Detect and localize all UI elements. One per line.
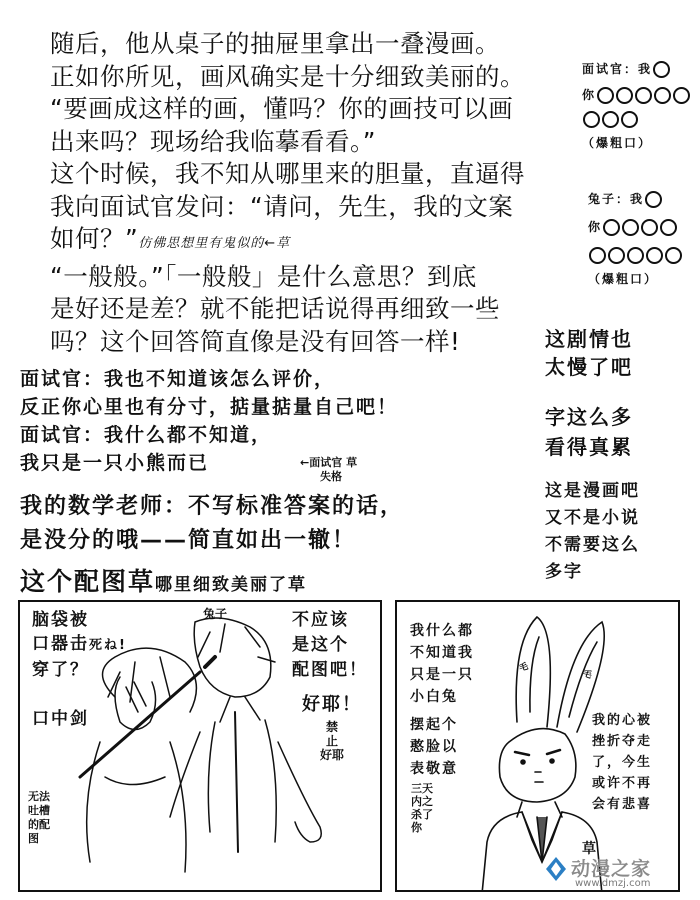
interviewer-curse-note	[582, 58, 694, 154]
circle-mark	[641, 219, 658, 236]
prose-line: 我向面试官发问：“请问，先生，我的文案	[50, 191, 514, 221]
caption-threat	[411, 782, 441, 834]
caption-no-comment	[28, 790, 56, 846]
caption-line: 我什么都	[410, 623, 474, 639]
caption-char: 杀	[411, 808, 422, 821]
caption-line: 了，今生	[592, 755, 653, 770]
comment-line: 这剧情也	[545, 327, 633, 351]
caption-line: 我的心被	[592, 713, 653, 728]
caption-char: 天	[422, 782, 433, 795]
caption-line: 不应该	[292, 610, 349, 630]
caption-line: 挫折夺走	[592, 734, 653, 749]
comment-line: 多字	[545, 562, 583, 582]
circle-mark	[627, 247, 644, 264]
note-text: ←面试官	[300, 456, 343, 469]
prose-block	[50, 28, 580, 358]
caption-cao: 草	[582, 841, 596, 857]
caption-line: 止	[326, 734, 339, 748]
prose-line: “一般般。”「一般般」是什么意思？到底	[50, 261, 477, 291]
caption-line: 穿了？	[32, 660, 89, 680]
comment-line: 字这么多	[545, 405, 633, 429]
watermark-brand: 动漫之家	[571, 858, 652, 880]
handwritten-note: 仿佛思想里有鬼似的←草	[138, 236, 291, 251]
caption-line: 摆起个	[410, 717, 458, 733]
comment-line: 这是漫画吧	[545, 481, 640, 501]
comic-panel-right	[395, 600, 680, 892]
diamond-logo-icon	[545, 856, 567, 882]
circle-mark	[621, 111, 638, 128]
prose-line: 吗？这个回答简直像是没有回答一样!	[50, 326, 461, 356]
caption-text: 口器击	[32, 634, 89, 654]
caption-char: 槽	[39, 804, 50, 817]
complaint-small: 哪里细致美丽了草	[155, 575, 308, 595]
caption-heart-taken	[592, 710, 652, 815]
caption-line: 只是一只	[410, 667, 474, 683]
caption-little-rabbit	[410, 620, 474, 708]
caption-char: 的	[28, 818, 39, 831]
circle-mark	[653, 61, 670, 78]
dialogue-line: 我的数学老师：不写标准答案的话，	[20, 494, 405, 519]
caption-char: 三	[411, 782, 422, 795]
caption-char: 你	[411, 821, 422, 834]
note-reaction: （爆粗口）	[588, 272, 659, 286]
note-reaction: （爆粗口）	[582, 136, 653, 150]
caption-line: 好耶	[320, 748, 345, 762]
rabbit-curse-note	[588, 188, 696, 290]
ear-mark-right: 毛	[581, 668, 593, 682]
circle-mark	[673, 87, 690, 104]
comment-not-a-novel	[545, 478, 640, 586]
caption-char: 无	[28, 790, 39, 803]
comment-line: 看得真累	[545, 435, 633, 459]
caption-char: 了	[422, 808, 433, 821]
circle-mark	[602, 111, 619, 128]
comment-line: 不需要这么	[545, 535, 640, 555]
caption-char: 吐	[28, 804, 39, 817]
prose-line: 出来吗？现场给我临摹看看。”	[50, 126, 376, 156]
caption-line: 禁	[326, 720, 339, 734]
comic-panel-left	[18, 600, 382, 892]
dialogue-line: 是没分的哦——简直如出一辙！	[20, 528, 357, 553]
caption-char: 图	[28, 832, 39, 845]
caption-char: 内	[411, 795, 422, 808]
caption-line: 配图吧！	[292, 660, 368, 680]
caption-no-haoye	[320, 720, 344, 762]
circle-mark	[660, 219, 677, 236]
note-label: 你	[588, 220, 603, 234]
caption-straight-face	[410, 714, 458, 780]
note-label: 你	[582, 88, 597, 102]
dialogue-text: 我只是一只小熊而已	[20, 452, 210, 474]
note-label: 面试官：我	[582, 62, 653, 76]
dialogue-line: 面试官：我也不知道该怎么评价，	[20, 368, 336, 390]
caption-char: 之	[422, 795, 433, 808]
art-complaint	[20, 562, 307, 598]
circle-mark	[646, 247, 663, 264]
dialogue-line: 面试官：我什么都不知道，	[20, 424, 273, 446]
circle-mark	[583, 111, 600, 128]
comment-slow-plot	[545, 325, 633, 381]
complaint-big: 这个配图草	[20, 567, 156, 596]
caption-char: 配	[39, 818, 50, 831]
circle-mark	[597, 87, 614, 104]
circle-mark	[589, 247, 606, 264]
demoted-note	[300, 456, 357, 484]
caption-head-pierced	[32, 608, 127, 682]
caption-line: 是这个	[292, 635, 349, 655]
caption-line: 不知道我	[410, 645, 474, 661]
watermark	[545, 854, 679, 892]
caption-text: 死ね!	[89, 638, 127, 653]
prose-line: “要画成这样的画，懂吗？你的画技可以画	[50, 94, 514, 123]
caption-char: 法	[39, 790, 50, 803]
note-label: 兔子：我	[588, 192, 645, 206]
note-text: 草	[346, 456, 358, 469]
prose-line: 正如你所见，画风确实是十分细致美丽的。	[50, 61, 525, 91]
caption-mouth-sword: 口中剑	[32, 709, 89, 729]
caption-line: 会有悲喜	[592, 797, 653, 812]
caption-line: 小白兔	[410, 689, 458, 705]
math-teacher-block	[20, 490, 404, 558]
prose-line: 随后，他从桌子的抽屉里拿出一叠漫画。	[50, 29, 500, 58]
dialogue-line: 反正你心里也有分寸，掂量掂量自己吧！	[20, 396, 399, 418]
comment-line: 又不是小说	[545, 508, 640, 528]
circle-mark	[603, 219, 620, 236]
caption-haoye: 好耶！	[302, 694, 362, 715]
caption-line: 脑袋被	[32, 610, 89, 630]
circle-mark	[616, 87, 633, 104]
caption-line: 憨脸以	[410, 739, 458, 755]
caption-line	[32, 632, 127, 658]
circle-mark	[665, 247, 682, 264]
circle-mark	[654, 87, 671, 104]
watermark-url: www.dmzj.com	[575, 878, 651, 889]
prose-line	[50, 223, 580, 261]
caption-line: 表敬意	[410, 761, 458, 777]
comment-too-many-words	[545, 402, 633, 462]
circle-mark	[635, 87, 652, 104]
circle-mark	[645, 191, 662, 208]
circle-mark	[608, 247, 625, 264]
prose-line: 这个时候，我不知从哪里来的胆量，直逼得	[50, 159, 525, 188]
circle-mark	[622, 219, 639, 236]
caption-line: 或许不再	[592, 776, 653, 791]
prose-line: 是好还是差？就不能把话说得再细致一些	[50, 294, 500, 323]
tag-rabbit: 兔子	[203, 607, 228, 621]
caption-wrong-image	[292, 608, 368, 683]
prose-text: 如何？”	[50, 224, 139, 253]
ear-mark-left: 毛	[518, 661, 530, 674]
comment-line: 太慢了吧	[545, 355, 633, 379]
note-text: 失格	[320, 470, 342, 483]
